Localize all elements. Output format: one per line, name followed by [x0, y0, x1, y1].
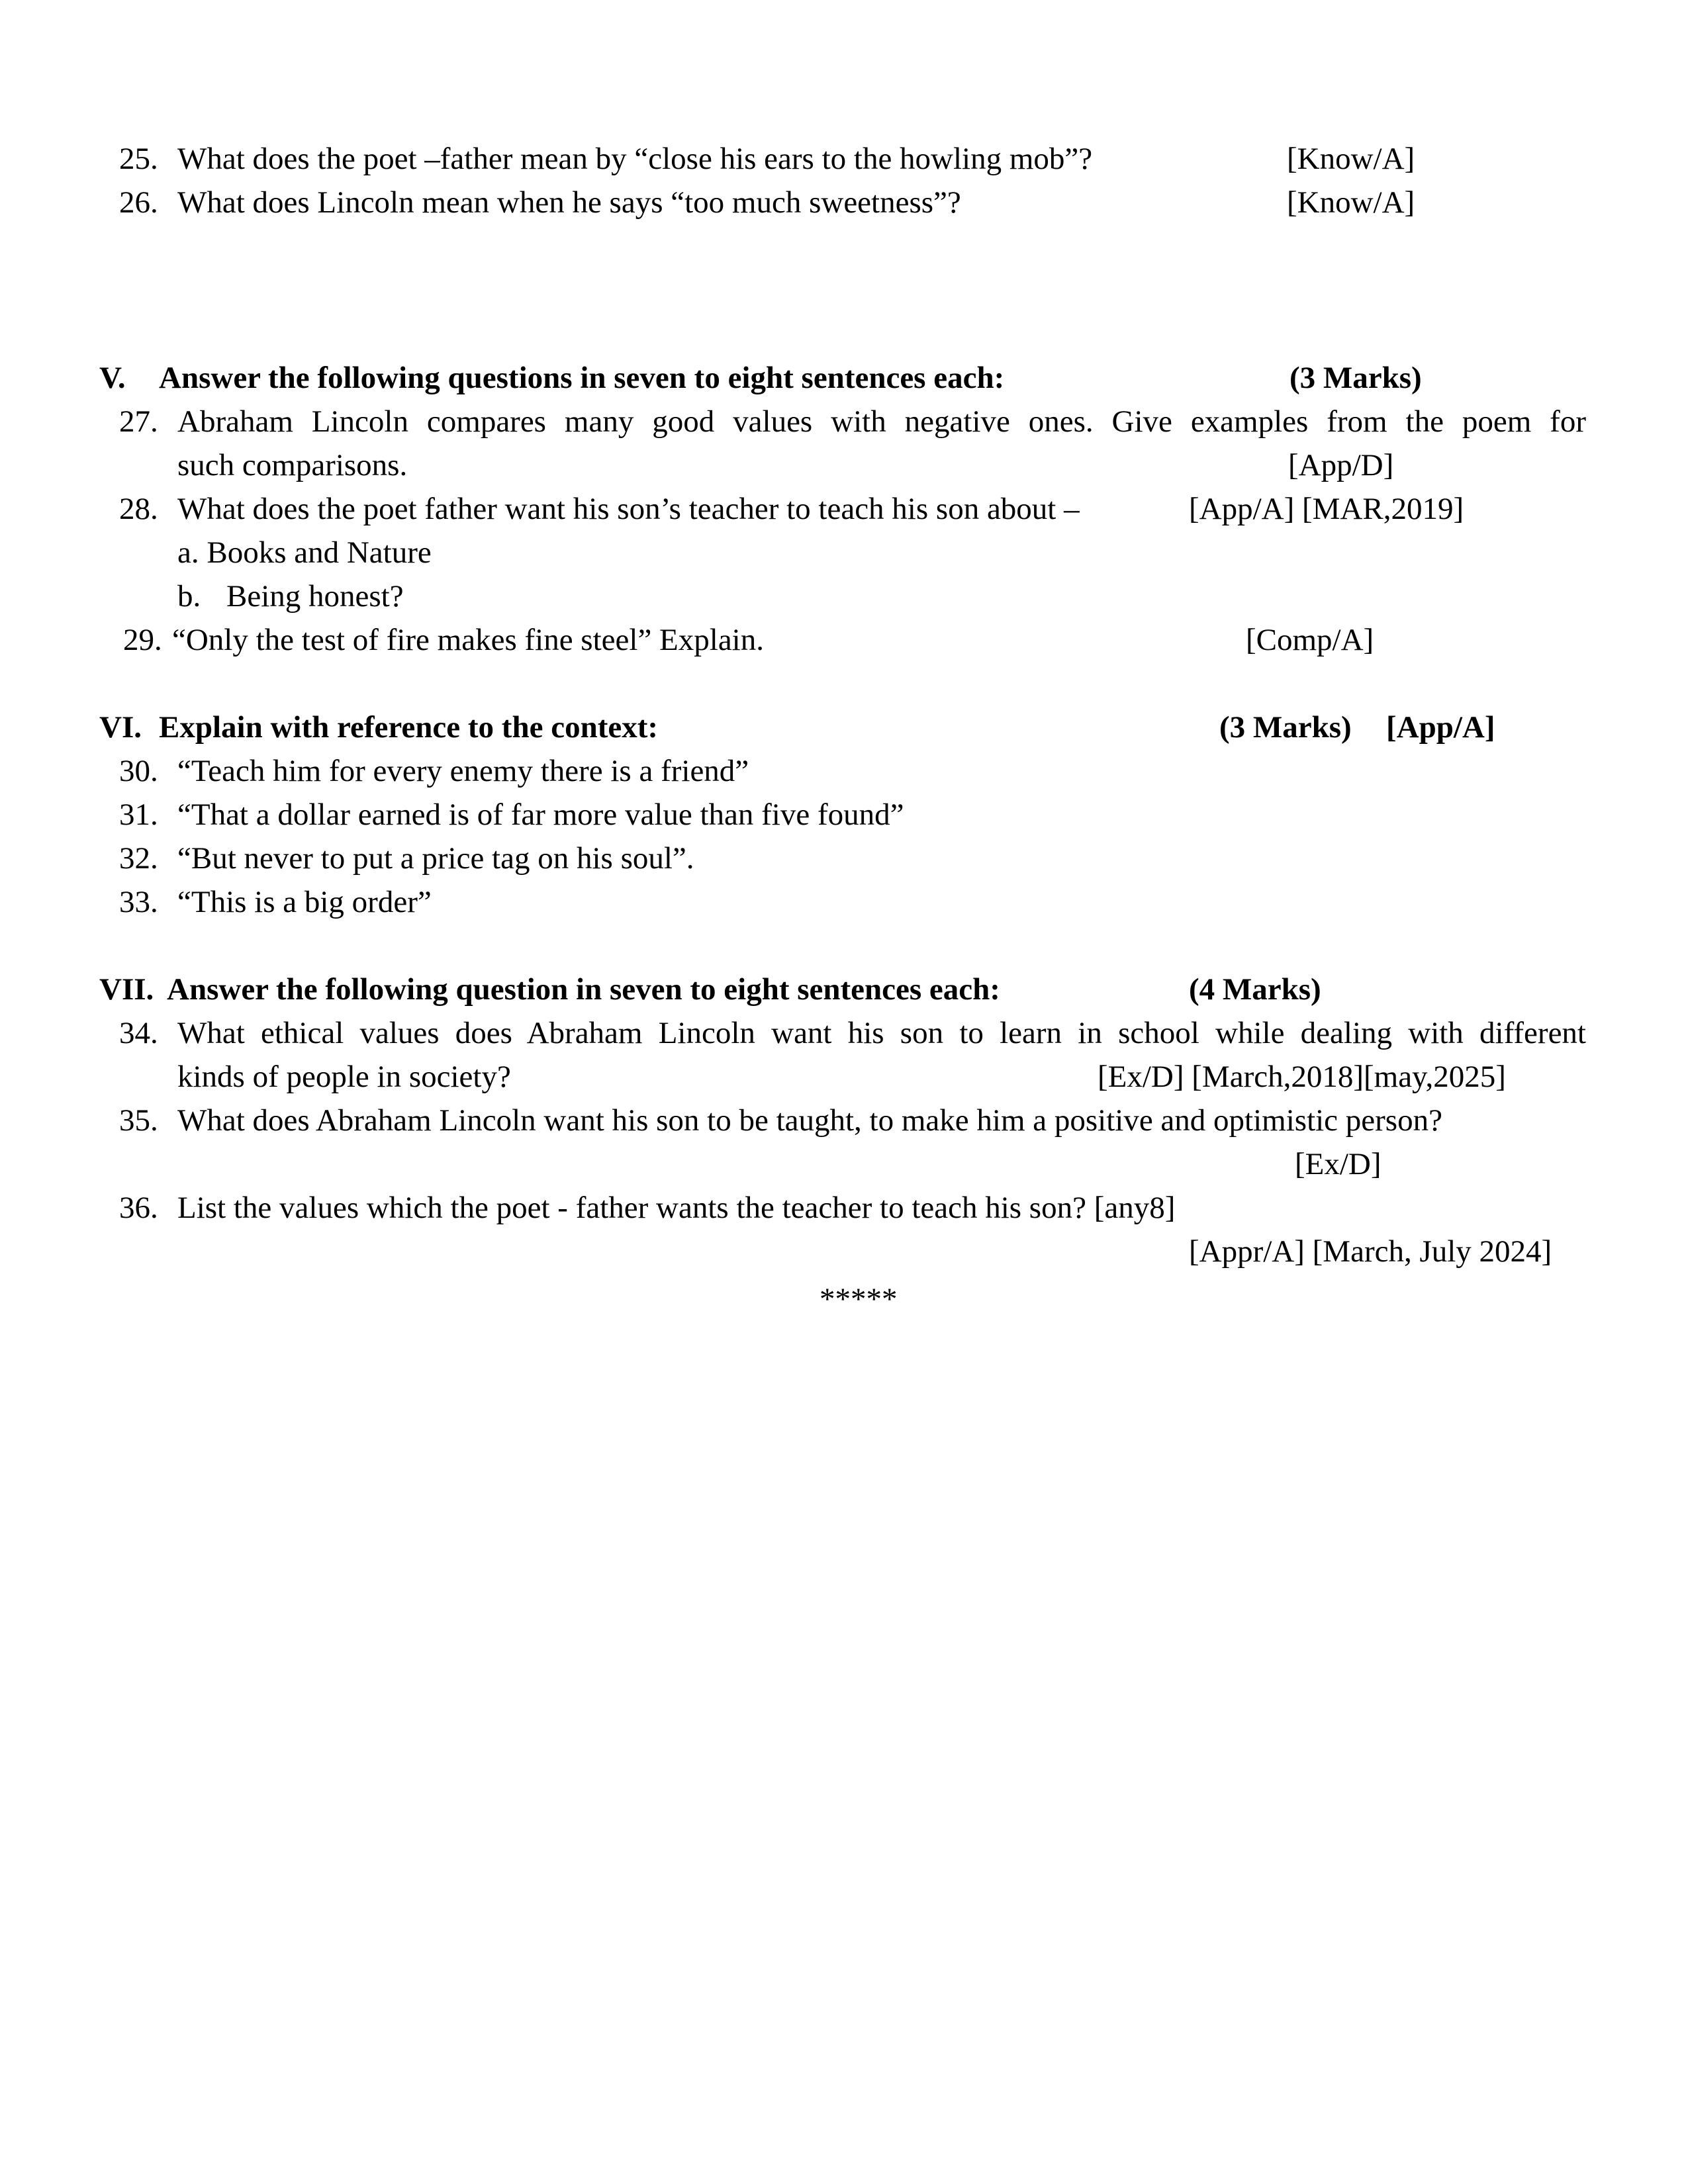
question-26-number: 26. — [119, 185, 158, 220]
question-31-text: “That a dollar earned is of far more value than five found” — [177, 797, 904, 832]
question-28-tag: [App/A] [MAR,2019] — [1189, 492, 1464, 526]
question-30-number: 30. — [119, 754, 158, 788]
question-29-text: “Only the test of fire makes fine steel” Explain. — [172, 623, 764, 657]
question-27-tag: [App/D] — [1288, 448, 1394, 482]
question-29-tag: [Comp/A] — [1246, 623, 1374, 657]
question-35-text: What does Abraham Lincoln want his son to be taught, to make him a positive and optimistic person? — [177, 1103, 1442, 1138]
end-marker: ***** — [820, 1282, 898, 1316]
section-vi-marks: (3 Marks) — [1219, 710, 1352, 745]
section-vii-marks: (4 Marks) — [1189, 972, 1321, 1007]
question-25-text: What does the poet –father mean by “close his ears to the howling mob”? — [177, 142, 1093, 176]
section-vi-tag: [App/A] — [1386, 710, 1495, 745]
question-27-number: 27. — [119, 404, 158, 439]
question-30-text: “Teach him for every enemy there is a friend” — [177, 754, 749, 788]
question-31-number: 31. — [119, 797, 158, 832]
question-35-number: 35. — [119, 1103, 158, 1138]
question-27-text-line2: such comparisons. — [177, 448, 408, 482]
question-28-option-a: a. Books and Nature — [177, 535, 432, 570]
question-32-number: 32. — [119, 841, 158, 876]
question-34-tag: [Ex/D] [March,2018][may,2025] — [1098, 1060, 1506, 1094]
question-28-number: 28. — [119, 492, 158, 526]
question-33-number: 33. — [119, 885, 158, 919]
question-28-option-b-label: b. — [177, 579, 201, 614]
section-vi-title: Explain with reference to the context: — [159, 710, 659, 745]
question-34-text-line1: What ethical values does Abraham Lincoln want his son to learn in school while dealing with different — [177, 1016, 1586, 1050]
question-35-tag: [Ex/D] — [1295, 1147, 1382, 1181]
section-vii-title: Answer the following question in seven to eight sentences each: — [167, 972, 1000, 1007]
question-26-tag: [Know/A] — [1287, 185, 1415, 220]
question-33-text: “This is a big order” — [177, 885, 432, 919]
question-25-tag: [Know/A] — [1287, 142, 1415, 176]
section-vii-number: VII. — [99, 972, 154, 1007]
question-34-number: 34. — [119, 1016, 158, 1050]
question-36-tag: [Appr/A] [March, July 2024] — [1189, 1234, 1552, 1269]
section-v-marks: (3 Marks) — [1289, 361, 1422, 395]
question-26-text: What does Lincoln mean when he says “too much sweetness”? — [177, 185, 961, 220]
question-34-text-line2: kinds of people in society? — [177, 1060, 511, 1094]
question-36-number: 36. — [119, 1191, 158, 1225]
section-v-title: Answer the following questions in seven to eight sentences each: — [159, 361, 1005, 395]
question-28-option-b-text: Being honest? — [226, 579, 404, 614]
question-25-number: 25. — [119, 142, 158, 176]
question-36-text: List the values which the poet - father wants the teacher to teach his son? [any8] — [177, 1191, 1176, 1225]
question-29-number: 29. — [123, 623, 162, 657]
section-vi-number: VI. — [99, 710, 142, 745]
question-27-text-line1: Abraham Lincoln compares many good values with negative ones. Give examples from the poem for — [177, 404, 1586, 439]
section-v-number: V. — [99, 361, 126, 395]
question-32-text: “But never to put a price tag on his soul”. — [177, 841, 694, 876]
question-28-text: What does the poet father want his son’s teacher to teach his son about – — [177, 492, 1080, 526]
